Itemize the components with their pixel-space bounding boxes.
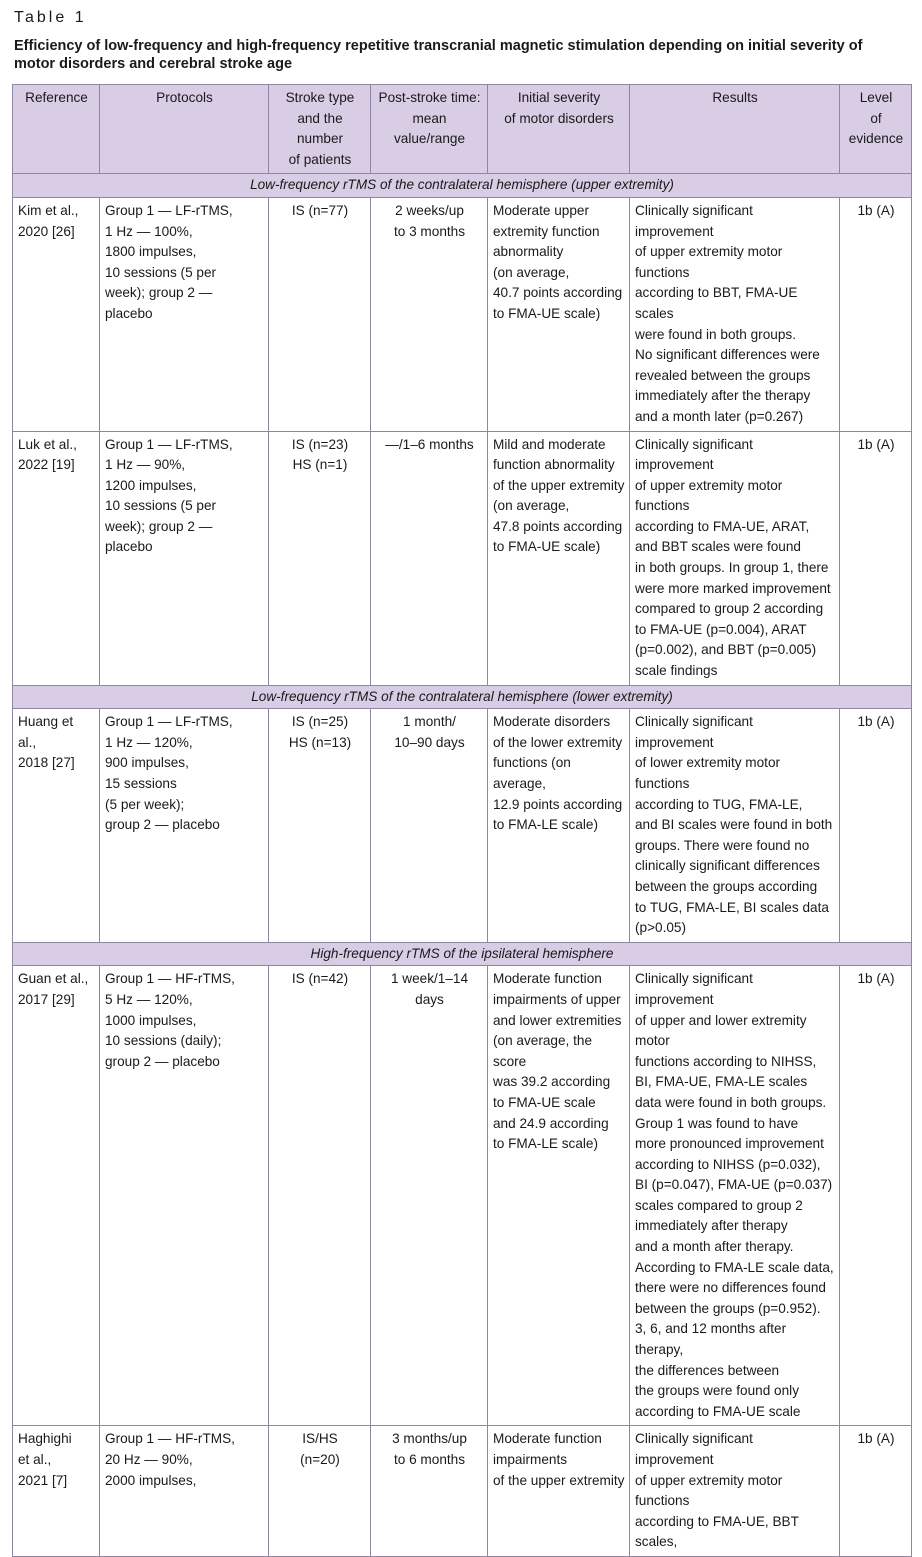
cell-reference: Kim et al., 2020 [26] (13, 197, 100, 431)
table-row (13, 1426, 912, 1557)
table-caption: Efficiency of low-frequency and high-frequency repetitive transcranial magnetic stimulation depending on initial severity of motor disorders and cerebral stroke age (14, 38, 863, 72)
cell-level-of-evidence: 1b (A) (840, 709, 912, 943)
cell-stroke-type: IS (n=23) HS (n=1) (269, 431, 371, 685)
cell-stroke-type: IS (n=42) (269, 966, 371, 1426)
cell-protocols: Group 1 — HF-rTMS, 20 Hz — 90%, 2000 impulses, (100, 1426, 269, 1557)
cell-post-stroke-time: —/1–6 months (371, 431, 488, 685)
cell-initial-severity: Moderate function impairments of the upper extremity (488, 1426, 630, 1557)
cell-results: Clinically significant improvement of upper extremity motor functions according to BBT, FMA-UE scales were found in both groups. No significant differences were revealed between the groups immediately after the therapy and a month later (p=0.267) (630, 197, 840, 431)
cell-post-stroke-time: 1 week/1–14 days (371, 966, 488, 1426)
cell-post-stroke-time: 3 months/up to 6 months (371, 1426, 488, 1557)
cell-protocols: Group 1 — HF-rTMS, 5 Hz — 120%, 1000 impulses, 10 sessions (daily); group 2 — placebo (100, 966, 269, 1426)
section-header-row (13, 685, 912, 709)
cell-stroke-type: IS/HS (n=20) (269, 1426, 371, 1557)
header-row (13, 85, 912, 174)
cell-initial-severity: Moderate disorders of the lower extremity functions (on average, 12.9 points according to FMA-LE scale) (488, 709, 630, 943)
cell-level-of-evidence: 1b (A) (840, 1426, 912, 1557)
header-protocols: Protocols (100, 85, 269, 174)
cell-stroke-type: IS (n=77) (269, 197, 371, 431)
cell-level-of-evidence: 1b (A) (840, 197, 912, 431)
section-header-row (13, 174, 912, 198)
cell-reference: Huang et al., 2018 [27] (13, 709, 100, 943)
cell-post-stroke-time: 2 weeks/up to 3 months (371, 197, 488, 431)
section-title: Low-frequency rTMS of the contralateral hemisphere (lower extremity) (13, 685, 912, 709)
cell-results: Clinically significant improvement of upper extremity motor functions according to FMA-UE, BBT scales, (630, 1426, 840, 1557)
table-row (13, 966, 912, 1426)
header-reference: Reference (13, 85, 100, 174)
cell-protocols: Group 1 — LF-rTMS, 1 Hz — 120%, 900 impulses, 15 sessions (5 per week); group 2 — placebo (100, 709, 269, 943)
table-row (13, 197, 912, 431)
cell-initial-severity: Moderate upper extremity function abnormality (on average, 40.7 points according to FMA-UE scale) (488, 197, 630, 431)
cell-level-of-evidence: 1b (A) (840, 966, 912, 1426)
cell-protocols: Group 1 — LF-rTMS, 1 Hz — 90%, 1200 impulses, 10 sessions (5 per week); group 2 — placebo (100, 431, 269, 685)
cell-reference: Guan et al., 2017 [29] (13, 966, 100, 1426)
table-row (13, 431, 912, 685)
cell-stroke-type: IS (n=25) HS (n=13) (269, 709, 371, 943)
cell-post-stroke-time: 1 month/ 10–90 days (371, 709, 488, 943)
cell-results: Clinically significant improvement of upper extremity motor functions according to FMA-UE, ARAT, and BBT scales were found in both groups. In group 1, there were more marked improvement compared to group 2 according to FMA-UE (p=0.004), ARAT (p=0.002), and BBT (p=0.005) scale findings (630, 431, 840, 685)
cell-level-of-evidence: 1b (A) (840, 431, 912, 685)
cell-results: Clinically significant improvement of lower extremity motor functions according to TUG, FMA-LE, and BI scales were found in both groups. There were found no clinically significant differences between the groups according to TUG, FMA-LE, BI scales data (p>0.05) (630, 709, 840, 943)
header-post-stroke-time: Post-stroke time: mean value/range (371, 85, 488, 174)
cell-reference: Luk et al., 2022 [19] (13, 431, 100, 685)
evidence-table (12, 84, 912, 1557)
section-header-row (13, 942, 912, 966)
cell-initial-severity: Moderate function impairments of upper and lower extremities (on average, the score was 39.2 according to FMA-UE scale and 24.9 according to FMA-LE scale) (488, 966, 630, 1426)
cell-initial-severity: Mild and moderate function abnormality of the upper extremity (on average, 47.8 points according to FMA-UE scale) (488, 431, 630, 685)
table-label: Table 1 (14, 9, 87, 26)
cell-reference: Haghighi et al., 2021 [7] (13, 1426, 100, 1557)
header-level-of-evidence: Level of evidence (840, 85, 912, 174)
header-stroke-type: Stroke type and the number of patients (269, 85, 371, 174)
section-title: Low-frequency rTMS of the contralateral hemisphere (upper extremity) (13, 174, 912, 198)
table-row (13, 709, 912, 943)
cell-protocols: Group 1 — LF-rTMS, 1 Hz — 100%, 1800 impulses, 10 sessions (5 per week); group 2 — placebo (100, 197, 269, 431)
header-initial-severity: Initial severity of motor disorders (488, 85, 630, 174)
section-title: High-frequency rTMS of the ipsilateral hemisphere (13, 942, 912, 966)
header-results: Results (630, 85, 840, 174)
cell-results: Clinically significant improvement of upper and lower extremity motor functions according to NIHSS, BI, FMA-UE, FMA-LE scales data were found in both groups. Group 1 was found to have more pronounced improvement according to NIHSS (p=0.032), BI (p=0.047), FMA-UE (p=0.037) scales compared to group 2 immediately after therapy and a month after therapy. According to FMA-LE scale data, there were no differences found between the groups (p=0.952). 3, 6, and 12 months after therapy, the differences between the groups were found only according to FMA-UE scale (630, 966, 840, 1426)
